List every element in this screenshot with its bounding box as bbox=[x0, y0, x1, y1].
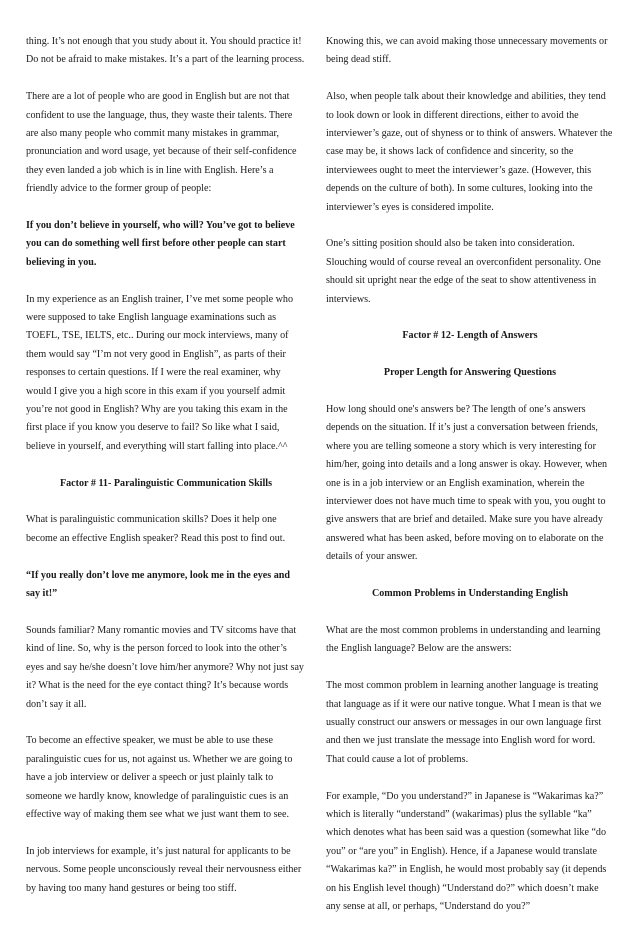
section-subheading: Proper Length for Answering Questions bbox=[383, 367, 557, 379]
paragraph: Sounds familiar? Many romantic movies and TV sitcoms have that kind of line. So, why is the person forced to look into the other’s eyes and say he/she doesn’t love him/her anymore? Why not just say it? What is the need for the eye contact thing? It’s because words don’t say it all. bbox=[26, 624, 304, 710]
paragraph: Also, when people talk about their knowledge and abilities, they tend to look down or look in different directions, either to avoid the interviewer’s gaze, out of shyness or to think of answers. Whatever the case may be, it shows lack of confidence and sincerity, so the interviewees ought to meet the interviewer’s gaze. (However, this depends on the culture of both). In some cultures, looking into the interviewer’s eyes is considered impolite. bbox=[326, 91, 613, 213]
left-column bbox=[26, 33, 306, 916]
section-heading: Common Problems in Understanding English bbox=[371, 588, 569, 600]
bold-quote: If you don’t believe in yourself, who will? You’ve got to believe you can do something well first before other people can start believing in you. bbox=[26, 220, 295, 268]
paragraph: Knowing this, we can avoid making those unnecessary movements or being dead stiff. bbox=[326, 36, 608, 66]
paragraph: thing. It’s not enough that you study about it. You should practice it! Do not be afraid to make mistakes. It’s a part of the learning process. bbox=[26, 36, 305, 66]
paragraph: There are a lot of people who are good in English but are not that confident to use the language, thus, they waste their talents. There are also many people who commit many mistakes in grammar, pronunciation and word usage, yet because of their self-confidence they even landed a job which is in line with English. Here’s a friendly advice to the former group of people: bbox=[26, 91, 297, 195]
bold-quote: “If you really don’t love me anymore, look me in the eyes and say it!” bbox=[26, 569, 291, 600]
paragraph: How long should one's answers be? The length of one’s answers depends on the situation. If it’s just a conversation between friends, where you are telling someone a story which is very interesting for him/her, going into details and a long answer is okay. However, when one is in a job interview or an English examination, wherein the interviewer does not have much time to speak with you, you ought to give answers that are brief and detailed. Make sure you have already answered what has been asked, before moving on to elaborate on the details of your answer. bbox=[326, 404, 608, 563]
paragraph: For example, “Do you understand?” in Japanese is “Wakarimas ka?” which is literally “understand” (wakarimas) plus the syllable “ka” which denotes what has been said was a question (somewhat like “do you” or “are you” in English). Hence, if a Japanese would translate “Wakarimas ka?” in English, he would most probably say (it depends on his English level though) “Understand do?” which doesn’t make any sense at all, or perhaps, “Understand do you?” bbox=[326, 790, 607, 912]
paragraph: What are the most common problems in understanding and learning the English language? Below are the answers: bbox=[326, 624, 601, 655]
section-heading: Factor # 11- Paralinguistic Communication Skills bbox=[59, 477, 273, 489]
paragraph: In job interviews for example, it’s just natural for applicants to be nervous. Some people unconsciously reveal their nervousness either by having too many hand gestures or being too stiff. bbox=[26, 845, 302, 894]
section-heading: Factor # 12- Length of Answers bbox=[402, 330, 538, 342]
right-column bbox=[326, 33, 614, 935]
paragraph: To become an effective speaker, we must be able to use these paralinguistic cues for us, not against us. Whether we are going to have a job interview or deliver a speech or just plainly talk to someone we hardly know, knowledge of paralinguistic cues is an effective way of making them see what we just want them to see. bbox=[26, 735, 293, 820]
paragraph: In my experience as an English trainer, I’ve met some people who were supposed to take English language examinations such as TOEFL, TSE, IELTS, etc.. During our mock interviews, many of them would say “I’m not very good in English”, as parts of their responses to certain questions. If I were the real examiner, why would I give you a high score in this exam if you yourself admit you’re not good in English? Why are you taking this exam in the first place if you know you deserve to fail? So like what I said, believe in yourself, and everything will start falling into place.^^ bbox=[26, 293, 293, 452]
paragraph: The most common problem in learning another language is treating that language as if it were our native tongue. What I mean is that we usually construct our answers or messages in our own language first and then we just translate the message into English word for word. That could cause a lot of problems. bbox=[326, 680, 602, 765]
paragraph: One’s sitting position should also be taken into consideration. Slouching would of course reveal an overconfident personality. One should sit upright near the edge of the seat to show attentiveness in interviews. bbox=[326, 238, 601, 305]
paragraph: What is paralinguistic communication skills? Does it help one become an effective English speaker? Read this post to find out. bbox=[26, 514, 286, 544]
